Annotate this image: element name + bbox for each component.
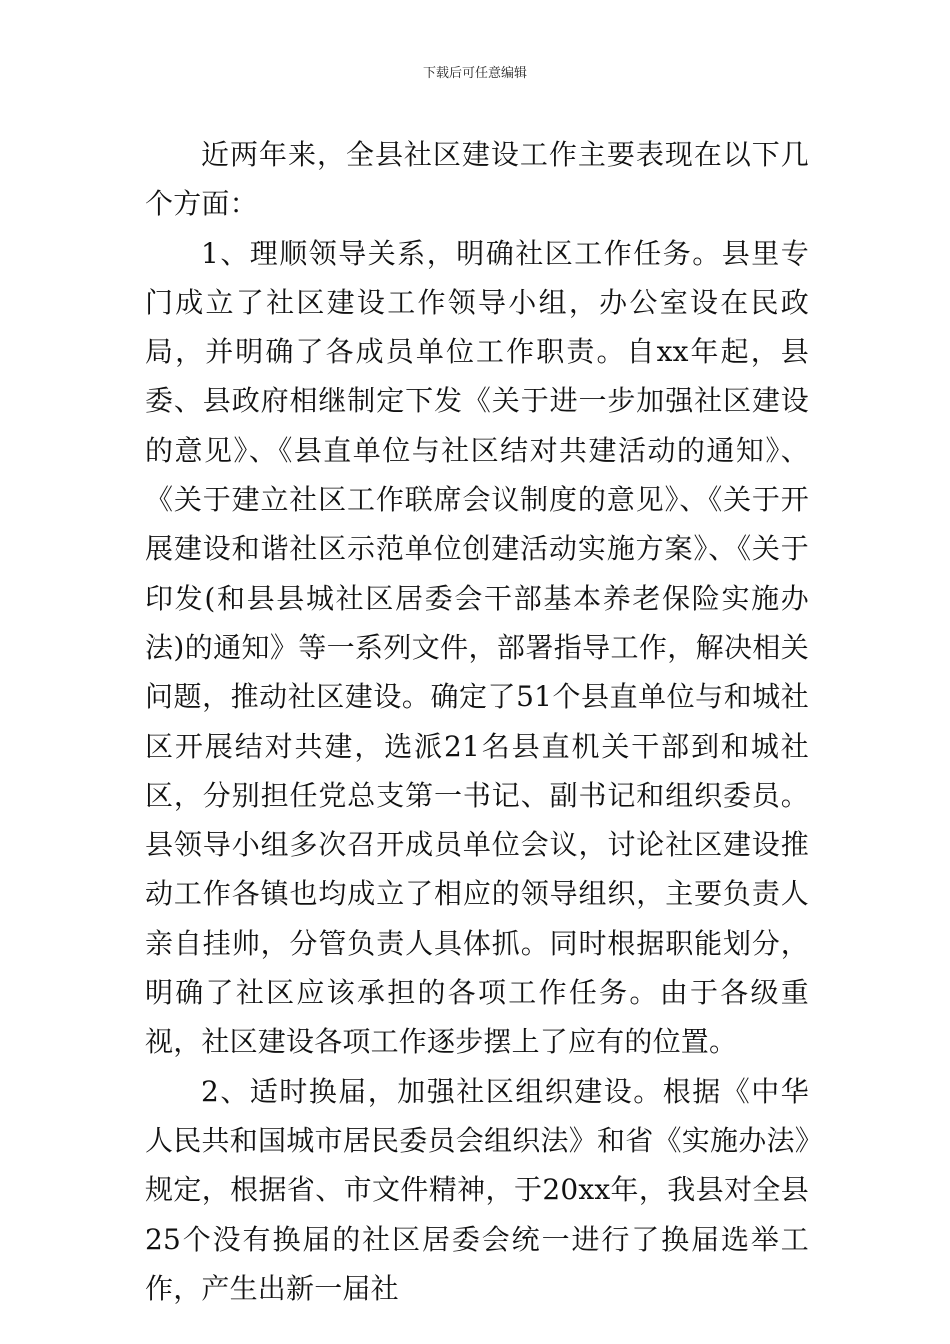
page-header-note: 下载后可任意编辑 bbox=[422, 66, 527, 81]
paragraph-section-1: 1、理顺领导关系，明确社区工作任务。县里专门成立了社区建设工作领导小组，办公室设在民政局，并明确了各成员单位工作职责。自xx年起，县委、县政府相继制定下发《关于进一步加强社区建设的意见》、《县直单位与社区结对共建活动的通知》、《关于建立社区工作联席会议制度的意见》、《关于开展建设和谐社区示范单位创建活动实施方案》、《关于印发(和县县城社区居委会干部基本养老保险实施办法)的通知》等一系列文件，部署指导工作，解决相关问题，推动社区建设。确定了51个县直单位与和城社区开展结对共建，选派21名县直机关干部到和城社区，分别担任党总支第一书记、副书记和组织委员。县领导小组多次召开成员单位会议，讨论社区建设推动工作各镇也均成立了相应的领导组织，主要负责人亲自挂帅，分管负责人具体抓。同时根据职能划分，明确了社区应该承担的各项工作任务。由于各级重视，社区建设各项工作逐步摆上了应有的位置。 bbox=[145, 236, 809, 1059]
paragraph-intro: 近两年来，全县社区建设工作主要表现在以下几个方面： bbox=[145, 138, 809, 221]
document-body bbox=[145, 130, 809, 1313]
paragraph-section-2: 2、适时换届，加强社区组织建设。根据《中华人民共和国城市居民委员会组织法》和省《实施办法》规定，根据省、市文件精神，于20xx年，我县对全县25个没有换届的社区居委会统一进行了换届选举工作，产生出新一届社 bbox=[145, 1074, 809, 1305]
